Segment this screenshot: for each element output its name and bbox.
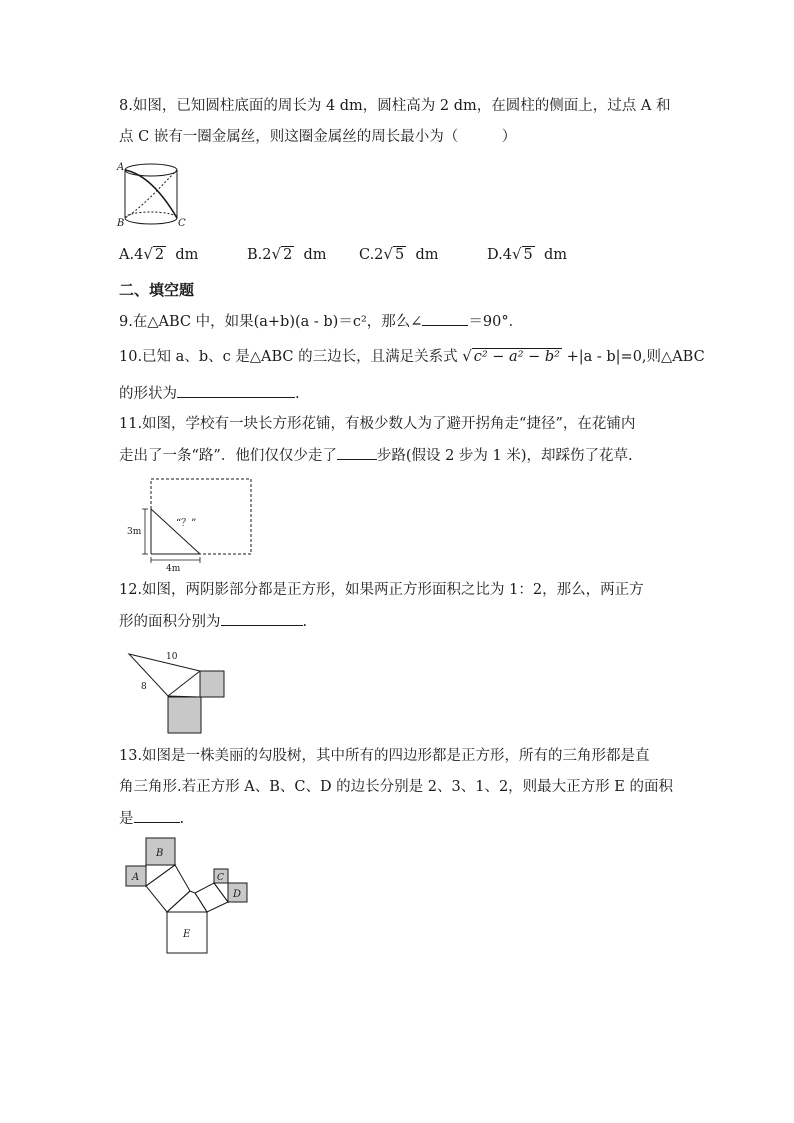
- q13-answer-blank[interactable]: [134, 808, 180, 823]
- top-label-10: 10: [166, 652, 178, 662]
- cylinder-figure: [116, 156, 192, 232]
- path-label: “？”: [176, 518, 197, 529]
- label-a: A: [132, 872, 140, 883]
- cyl-label-c: C: [178, 218, 186, 229]
- flowerbed-figure: [124, 475, 259, 575]
- bottom-label-4m: 4m: [166, 564, 181, 574]
- section-title: 二、填空题: [119, 281, 195, 299]
- label-d: D: [233, 889, 242, 900]
- cyl-label-a: A: [117, 162, 125, 173]
- q8-line1: 8.如图，已知圆柱底面的周长为 4 dm，圆柱高为 2 dm，在圆柱的侧面上，过点 A 和: [119, 98, 671, 114]
- option-d[interactable]: D.4√ 5 dm: [487, 245, 568, 263]
- label-b: B: [156, 848, 164, 859]
- large-square: [168, 697, 201, 733]
- q12-answer-blank[interactable]: [221, 611, 303, 626]
- q13-line2: 角三角形.若正方形 A、B、C、D 的边长分别是 2、3、1、2，则最大正方形 E 的面积: [119, 779, 673, 795]
- option-b[interactable]: B.2√ 2 dm: [247, 245, 327, 263]
- q12-line2: 形的面积分别为 .: [119, 611, 307, 632]
- cyl-label-b: B: [117, 218, 125, 229]
- label-c: C: [217, 873, 224, 883]
- option-c[interactable]: C.2√ 5 dm: [359, 245, 439, 263]
- q13-line1: 13.如图是一株美丽的勾股树，其中所有的四边形都是正方形，所有的三角形都是直: [119, 748, 650, 764]
- left-label-8: 8: [141, 682, 147, 692]
- q13-line3: 是 .: [119, 808, 184, 829]
- two-squares-figure: [124, 645, 230, 737]
- q10-line1: 10.已知 a、b、c 是△ABC 的三边长，且满足关系式 √ c² − a² − b² +|a - b|=0,则△ABC: [119, 347, 705, 365]
- small-square: [200, 671, 224, 697]
- q8-line2: 点 C 嵌有一圈金属丝，则这圈金属丝的周长最小为（ ）: [119, 129, 517, 145]
- q9-line: 9.在△ABC 中，如果(a+b)(a - b)＝c²，那么∠ ＝90°．: [119, 311, 523, 332]
- q12-line1: 12.如图，两阴影部分都是正方形，如果两正方形面积之比为 1：2，那么，两正方: [119, 582, 644, 598]
- label-e: E: [183, 929, 191, 940]
- q11-line1: 11.如图，学校有一块长方形花铺，有极少数人为了避开拐角走“捷径”，在花铺内: [119, 416, 636, 432]
- side-label-3m: 3m: [127, 527, 142, 537]
- pythagoras-tree-figure: [124, 836, 250, 958]
- q10-line2: 的形状为 .: [119, 383, 300, 404]
- q10-answer-blank[interactable]: [177, 383, 295, 398]
- q9-answer-blank[interactable]: [422, 311, 468, 326]
- option-a[interactable]: A.4√ 2 dm: [119, 245, 199, 263]
- q11-line2: 走出了一条“路”．他们仅仅少走了 步路(假设 2 步为 1 米)，却踩伤了花草.: [119, 445, 633, 466]
- q11-answer-blank[interactable]: [337, 445, 377, 460]
